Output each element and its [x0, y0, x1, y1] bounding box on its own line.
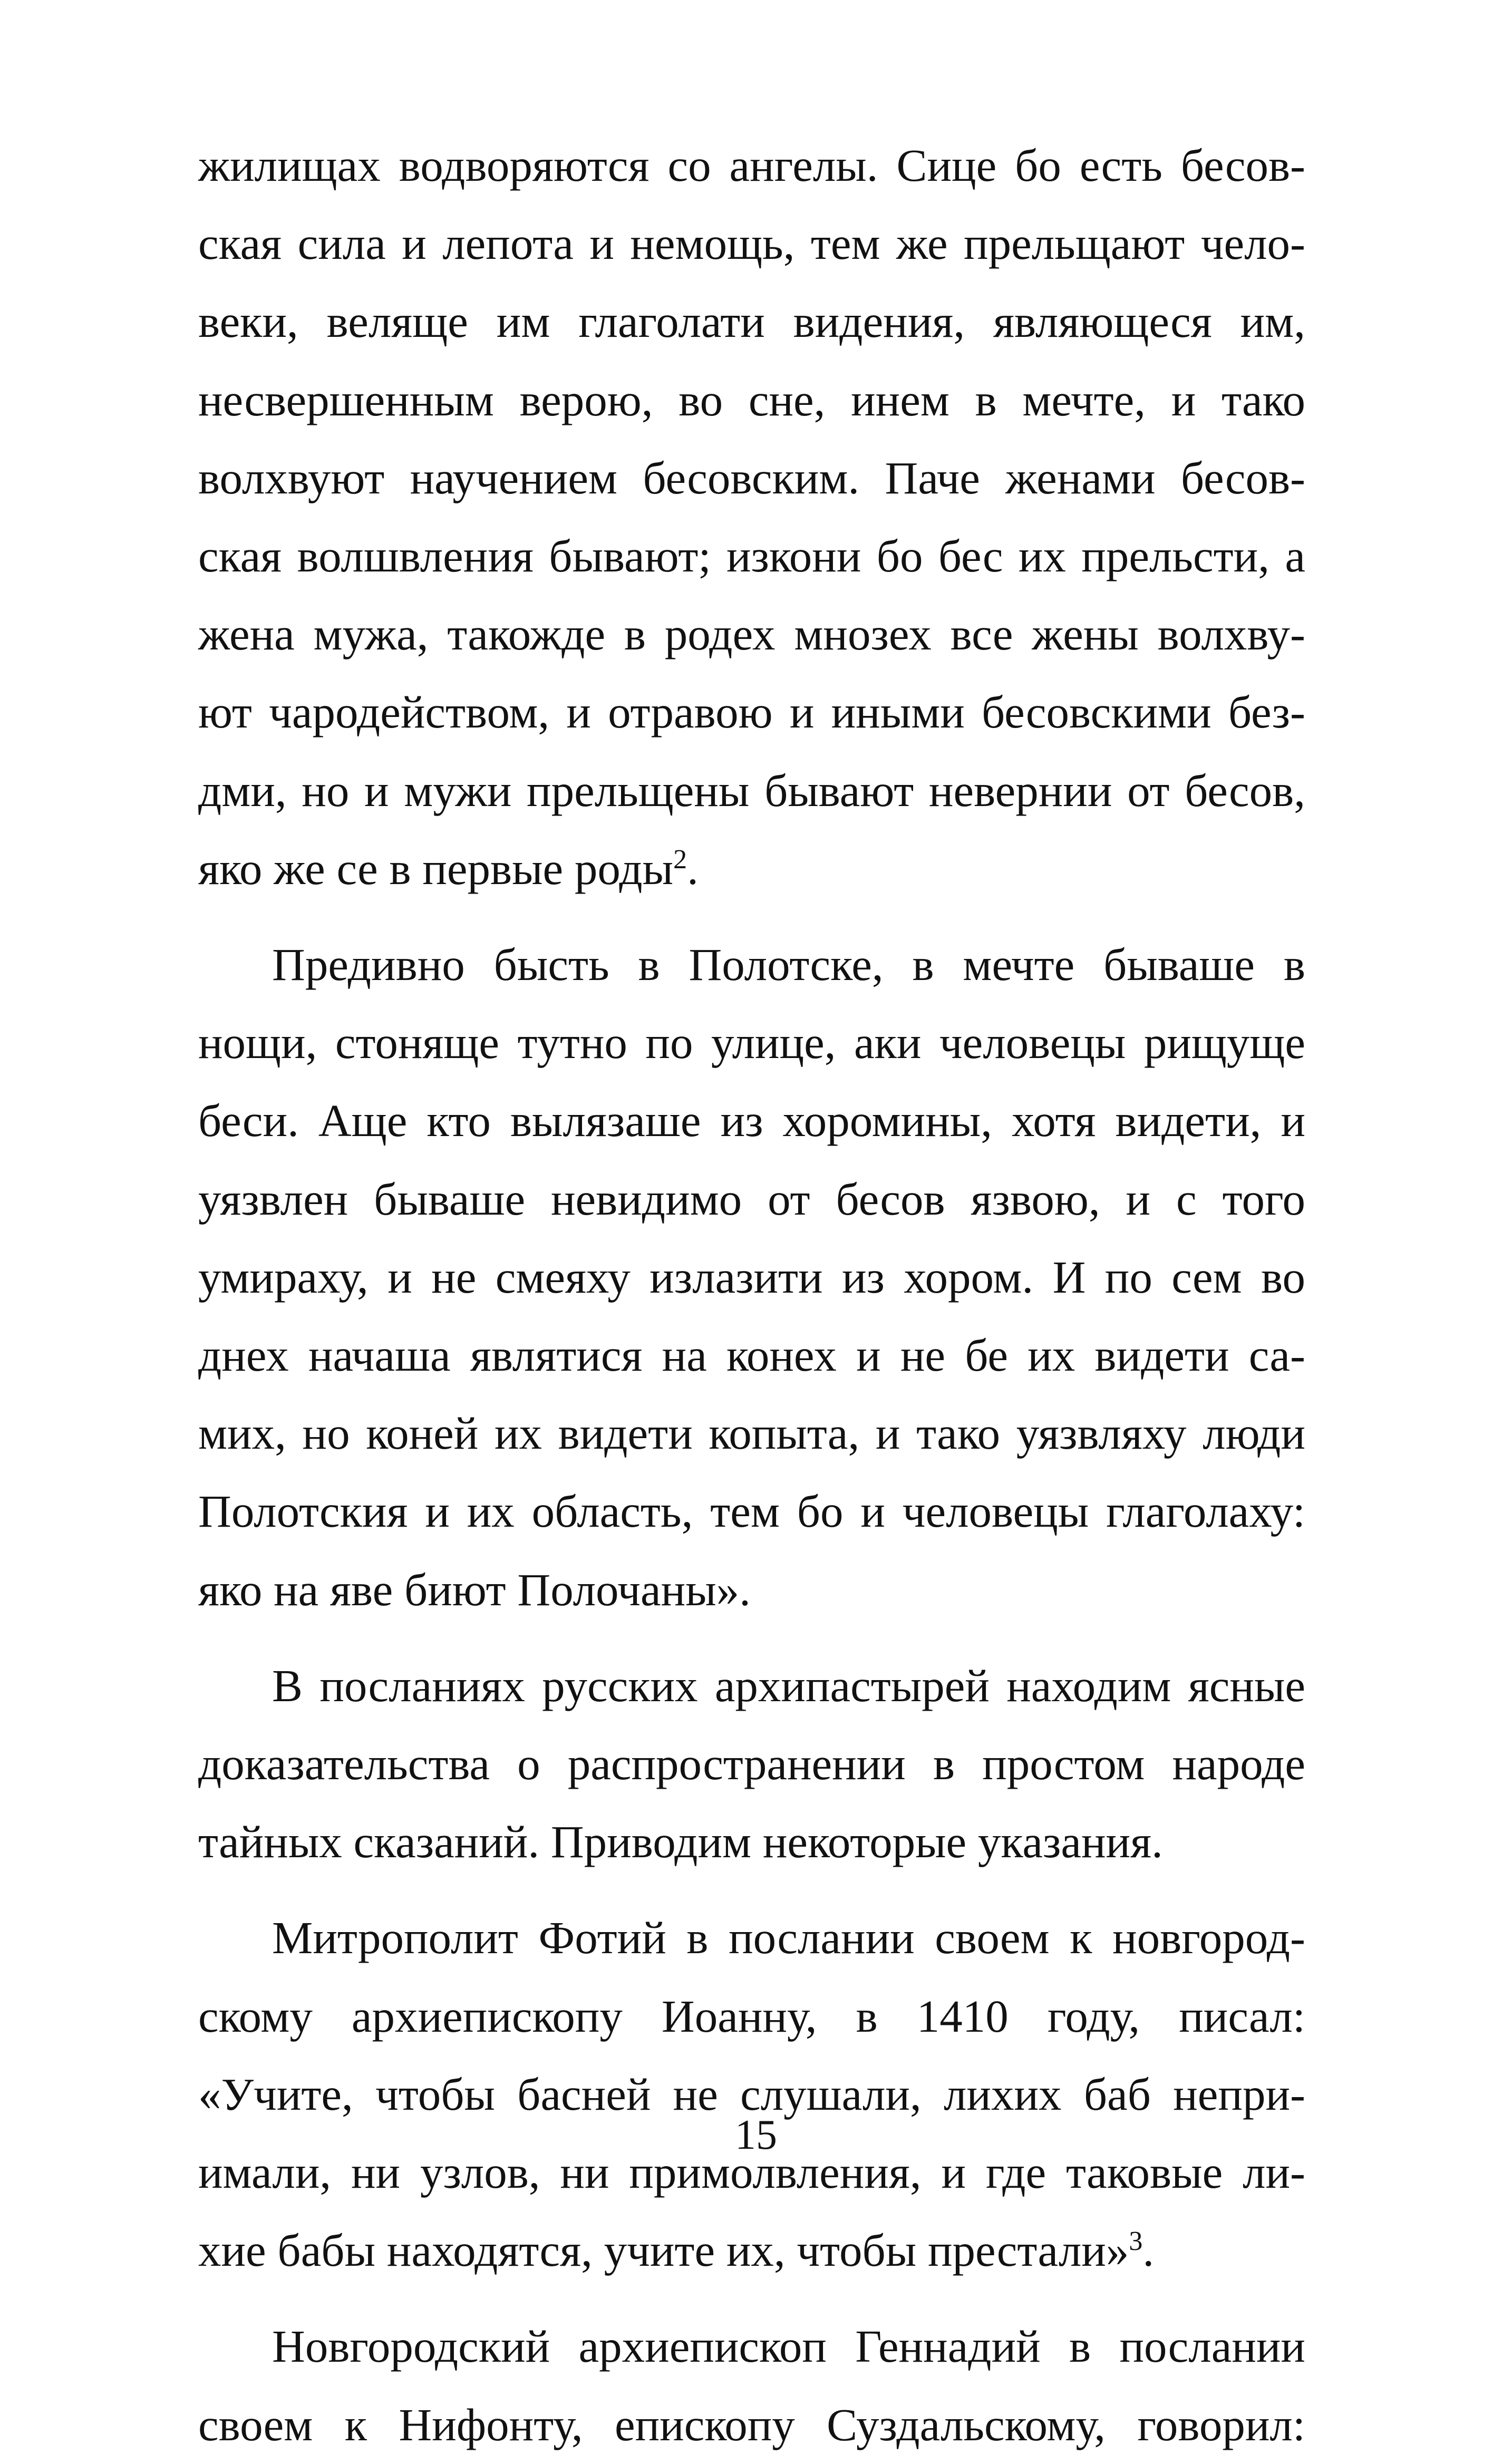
text-line: ская сила и лепота и немощь, тем же прельщают чело-	[198, 218, 1305, 269]
text-line: дми, но и мужи прельщены бывают невернии от бесов,	[198, 764, 1305, 816]
text-line: Новгородский архиепископ Геннадий в послании	[272, 2321, 1305, 2372]
text-line: яко на яве биют Полочаны».	[198, 1564, 751, 1615]
text-line: тайных сказаний. Приводим некоторые указания.	[198, 1816, 1163, 1868]
text-line: имали, ни узлов, ни примолвления, и где таковые ли-	[198, 2147, 1305, 2198]
text-line: доказательства о распространении в простом народе	[198, 1738, 1305, 1790]
text-line-content: яко же се в первые роды	[198, 842, 674, 894]
text-line-tail: .	[1142, 2225, 1155, 2276]
paragraph-2	[198, 926, 1305, 1629]
footnote-marker: 3	[1129, 2226, 1143, 2257]
page-number: 15	[735, 2112, 777, 2158]
text-line: несвершенным верою, во сне, инем в мечте, и тако	[198, 374, 1305, 425]
text-line: своем к Нифонту, епископу Суздальскому, говорил:	[198, 2399, 1305, 2450]
text-line: днех начаша являтися на конех и не бе их видети са-	[198, 1330, 1305, 1381]
text-line: умираху, и не смеяху излазити из хором. И по сем во	[198, 1251, 1305, 1303]
text-line: Предивно бысть в Полотске, в мечте бываше в	[272, 939, 1305, 991]
paragraph-4	[198, 1899, 1305, 2290]
text-line: скому архиепископу Иоанну, в 1410 году, писал:	[198, 1990, 1305, 2042]
text-line-tail: .	[687, 842, 699, 894]
paragraph-1	[198, 127, 1305, 908]
text-line: Полотския и их область, тем бо и человецы глаголаху:	[198, 1486, 1305, 1537]
text-line: жена мужа, такожде в родех мнозех все жены волхву-	[198, 608, 1305, 660]
text-line: В посланиях русских архипастырей находим ясные	[272, 1660, 1305, 1711]
text-line: веки, веляще им глаголати видения, являющеся им,	[198, 296, 1305, 347]
text-line: беси. Аще кто вылязаше из хоромины, хотя видети, и	[198, 1095, 1305, 1147]
text-line: мих, но коней их видети копыта, и тако уязвляху люди	[198, 1408, 1305, 1459]
text-line-content: хие бабы находятся, учите их, чтобы престали»	[198, 2225, 1129, 2276]
text-line: нощи, стоняще тутно по улице, аки человецы рищуще	[198, 1017, 1305, 1069]
text-line: Митрополит Фотий в послании своем к новгород-	[272, 1912, 1305, 1964]
text-line: жилищах водворяются со ангелы. Сице бо есть бесов-	[198, 140, 1305, 191]
text-line: волхвуют научением бесовским. Паче женами бесов-	[198, 452, 1305, 503]
text-line: уязвлен бываше невидимо от бесов язвою, и с того	[198, 1173, 1305, 1225]
text-line	[198, 2211, 1305, 2290]
paragraph-3	[198, 1647, 1305, 1881]
text-line: «Учите, чтобы басней не слушали, лихих баб непри-	[198, 2068, 1305, 2120]
text-line: ют чародейством, и отравою и иными бесовскими без-	[198, 686, 1305, 738]
text-line	[198, 830, 1305, 908]
text-line: ская волшвления бывают; изкони бо бес их прельсти, а	[198, 530, 1305, 582]
footnote-marker: 2	[673, 844, 687, 875]
paragraph-5	[198, 2307, 1305, 2463]
